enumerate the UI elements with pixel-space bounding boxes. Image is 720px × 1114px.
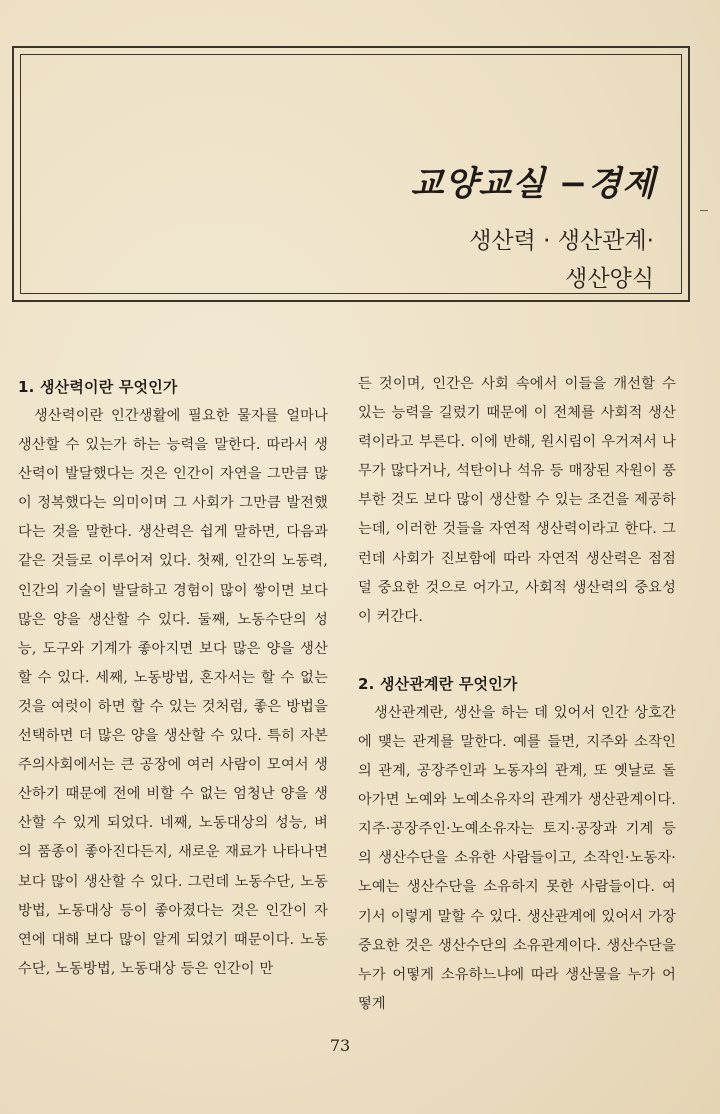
section-2-heading: 2. 생산관계란 무엇인가 xyxy=(358,674,518,693)
edge-mark xyxy=(700,210,708,211)
section-2-body: 생산관계란, 생산을 하는 데 있어서 인간 상호간에 맺는 관계를 말한다. 예를 들면, 지주와 소작인의 관계, 공장주인과 노동자의 관계, 또 옛날로 돌아가면 노예와 노예소유자의 관계가 생산관계이다. 지주·공장주인·노예소유자는 토지·공장과 기계 등의 생산수단을 소유한 사람들이고, 소작인·노동자·노예는 생산수단을 소유하지 못한 사람들이다. 여기서 이렇게 말할 수 있다. 생산관계에 있어서 가장 중요한 것은 생산수단의 소유관계이다. 생산수단을 누가 어떻게 소유하느냐에 따라 생산물을 누가 어떻게 xyxy=(358,704,676,1012)
subtitle-line-1: 생산력 · 생산관계· xyxy=(469,228,654,254)
article-subtitle xyxy=(380,222,654,298)
right-column xyxy=(358,370,676,1019)
page-number: 73 xyxy=(329,1036,351,1055)
section-1-heading: 1. 생산력이란 무엇인가 xyxy=(18,378,178,396)
section-gap xyxy=(358,632,676,669)
subtitle-line-2: 생산양식 xyxy=(565,266,654,292)
section-1-continuation: 든 것이며, 인간은 사회 속에서 이들을 개선할 수 있는 능력을 길렀기 때문에 이 전체를 사회적 생산력이라고 부른다. 이에 반해, 원시림이 우거져서 나무가 많다거나, 석탄이나 석유 등 매장된 자원이 풍부한 것도 보다 많이 생산할 수 있는 조건을 제공하는데, 이러한 것들을 자연적 생산력이라고 한다. 그런데 사회가 진보함에 따라 자연적 생산력은 점점 덜 중요한 것으로 어가고, 사회적 생산력의 중요성이 커간다. xyxy=(358,376,676,625)
column-title: 교양교실 −경제 xyxy=(410,164,656,204)
section-1-body: 생산력이란 인간생활에 필요한 물자를 얼마나 생산할 수 있는가 하는 능력을 말한다. 따라서 생산력이 발달했다는 것은 인간이 자연을 그만큼 많이 정복했다는 의미이며 그 사회가 그만큼 발전했다는 것을 말한다. 생산력은 쉽게 말하면, 다음과 같은 것들로 이루어져 있다. 첫째, 인간의 노동력, 인간의 기술이 발달하고 경험이 많이 쌓이면 보다 많은 양을 생산할 수 있다. 둘째, 노동수단의 성능, 도구와 기계가 좋아지면 보다 많은 양을 생산할 수 있다. 세째, 노동방법, 혼자서는 할 수 없는 것을 여럿이 하면 할 수 있는 것처럼, 좋은 방법을 선택하면 더 많은 양을 생산할 수 있다. 특히 자본주의사회에서는 큰 공장에 여러 사람이 모여서 생산하기 때문에 전에 비할 수 없는 엄청난 양을 생산할 수 있게 되었다. 네째, 노동대상의 성능, 벼의 품종이 좋아진다든지, 새로운 재료가 나타나면 보다 많이 생산할 수 있다. 그런데 노동수단, 노동방법, 노동대상 등이 좋아졌다는 것은 인간이 자연에 대해 보다 많이 알게 되었기 때문이다. 노동수단, 노동방법, 노동대상 등은 인간이 만 xyxy=(18,408,328,977)
left-column xyxy=(18,372,328,984)
